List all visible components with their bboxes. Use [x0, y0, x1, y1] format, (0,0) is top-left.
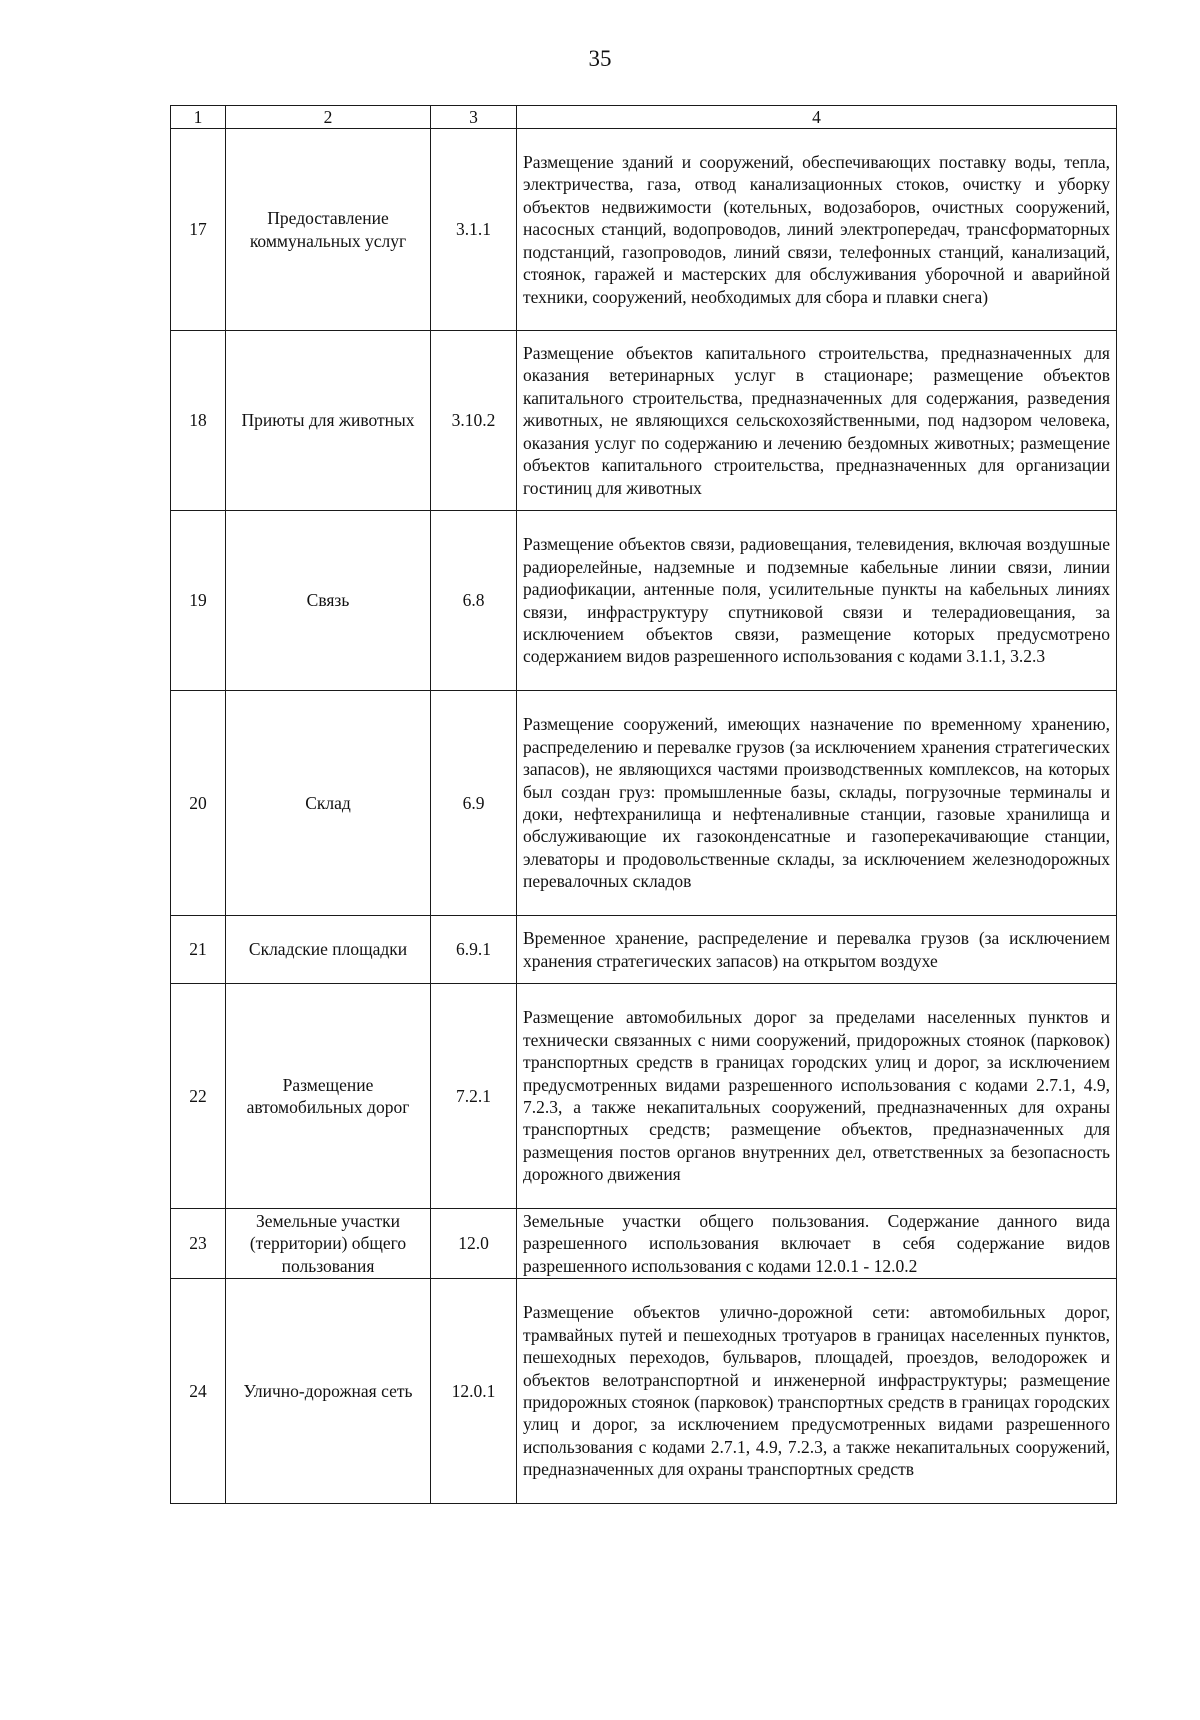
table-row — [171, 984, 1117, 1209]
use-type-name: Приюты для животных — [226, 331, 431, 511]
use-type-description: Размещение объектов капитального строительства, предназначенных для оказания ветеринарных услуг в стационаре; размещение объектов капитального строительства, предназначенных для содержания, разведения животных, не являющихся сельскохозяйственными, под надзором человека, оказания услуг по содержанию и лечению бездомных животных; размещение объектов капитального строительства, предназначенных для организации гостиниц для животных — [517, 331, 1117, 511]
table-row — [171, 916, 1117, 984]
row-number: 23 — [171, 1209, 226, 1279]
header-row — [171, 106, 1117, 129]
row-number: 17 — [171, 129, 226, 331]
use-type-code: 3.1.1 — [431, 129, 517, 331]
use-type-description: Размещение объектов улично-дорожной сети: автомобильных дорог, трамвайных путей и пешеходных тротуаров в границах населенных пунктов, пешеходных переходов, бульваров, площадей, проездов, велодорожек и объектов велотранспортной и инженерной инфраструктуры; размещение придорожных стоянок (парковок) транспортных средств в границах городских улиц и дорог, за исключением предусмотренных видами разрешенного использования с кодами 2.7.1, 4.9, 7.2.3, а также некапитальных сооружений, предназначенных для охраны транспортных средств — [517, 1279, 1117, 1504]
row-number: 20 — [171, 691, 226, 916]
use-type-description: Размещение сооружений, имеющих назначение по временному хранению, распределению и перевалке грузов (за исключением хранения стратегических запасов), не являющихся частями производственных комплексов, на которых был создан груз: промышленные базы, склады, погрузочные терминалы и доки, нефтехранилища и нефтеналивные станции, газовые хранилища и обслуживающие их газоконденсатные и газоперекачивающие станции, элеваторы и продовольственные склады, за исключением железнодорожных перевалочных складов — [517, 691, 1117, 916]
use-type-code: 12.0 — [431, 1209, 517, 1279]
table-row — [171, 1209, 1117, 1279]
use-type-code: 12.0.1 — [431, 1279, 517, 1504]
use-type-name: Земельные участки (территории) общего пользования — [226, 1209, 431, 1279]
use-type-description: Земельные участки общего пользования. Содержание данного вида разрешенного использования включает в себя содержание видов разрешенного использования с кодами 12.0.1 - 12.0.2 — [517, 1209, 1117, 1279]
use-type-name: Предоставление коммунальных услуг — [226, 129, 431, 331]
row-number: 22 — [171, 984, 226, 1209]
use-type-code: 6.9.1 — [431, 916, 517, 984]
header-cell-3: 3 — [431, 106, 517, 129]
table-row — [171, 691, 1117, 916]
use-type-description: Временное хранение, распределение и перевалка грузов (за исключением хранения стратегических запасов) на открытом воздухе — [517, 916, 1117, 984]
header-cell-2: 2 — [226, 106, 431, 129]
land-use-table — [170, 105, 1117, 1504]
header-cell-1: 1 — [171, 106, 226, 129]
use-type-name: Улично-дорожная сеть — [226, 1279, 431, 1504]
use-type-code: 3.10.2 — [431, 331, 517, 511]
use-type-description: Размещение объектов связи, радиовещания, телевидения, включая воздушные радиорелейные, надземные и подземные кабельные линии связи, линии радиофикации, антенные поля, усилительные пункты на кабельных линиях связи, инфраструктуру спутниковой связи и телерадиовещания, за исключением объектов связи, размещение которых предусмотрено содержанием видов разрешенного использования с кодами 3.1.1, 3.2.3 — [517, 511, 1117, 691]
row-number: 18 — [171, 331, 226, 511]
header-cell-4: 4 — [517, 106, 1117, 129]
use-type-code: 7.2.1 — [431, 984, 517, 1209]
table-row — [171, 511, 1117, 691]
row-number: 21 — [171, 916, 226, 984]
page-number: 35 — [588, 46, 612, 71]
use-type-name: Размещение автомобильных дорог — [226, 984, 431, 1209]
row-number: 24 — [171, 1279, 226, 1504]
use-type-name: Склад — [226, 691, 431, 916]
table-row — [171, 1279, 1117, 1504]
use-type-code: 6.9 — [431, 691, 517, 916]
use-type-description: Размещение зданий и сооружений, обеспечивающих поставку воды, тепла, электричества, газа, отвод канализационных стоков, очистку и уборку объектов недвижимости (котельных, водозаборов, очистных сооружений, насосных станций, водопроводов, линий электропередач, трансформаторных подстанций, газопроводов, линий связи, телефонных станций, канализаций, стоянок, гаражей и мастерских для обслуживания уборочной и аварийной техники, сооружений, необходимых для сбора и плавки снега) — [517, 129, 1117, 331]
use-type-code: 6.8 — [431, 511, 517, 691]
use-type-description: Размещение автомобильных дорог за пределами населенных пунктов и технически связанных с ними сооружений, придорожных стоянок (парковок) транспортных средств в границах городских улиц и дорог, за исключением предусмотренных видами разрешенного использования с кодами 2.7.1, 4.9, 7.2.3, а также некапитальных сооружений, предназначенных для охраны транспортных средств; размещение объектов, предназначенных для размещения постов органов внутренних дел, ответственных за безопасность дорожного движения — [517, 984, 1117, 1209]
table-row — [171, 129, 1117, 331]
use-type-name: Связь — [226, 511, 431, 691]
use-type-name: Складские площадки — [226, 916, 431, 984]
table-row — [171, 331, 1117, 511]
row-number: 19 — [171, 511, 226, 691]
